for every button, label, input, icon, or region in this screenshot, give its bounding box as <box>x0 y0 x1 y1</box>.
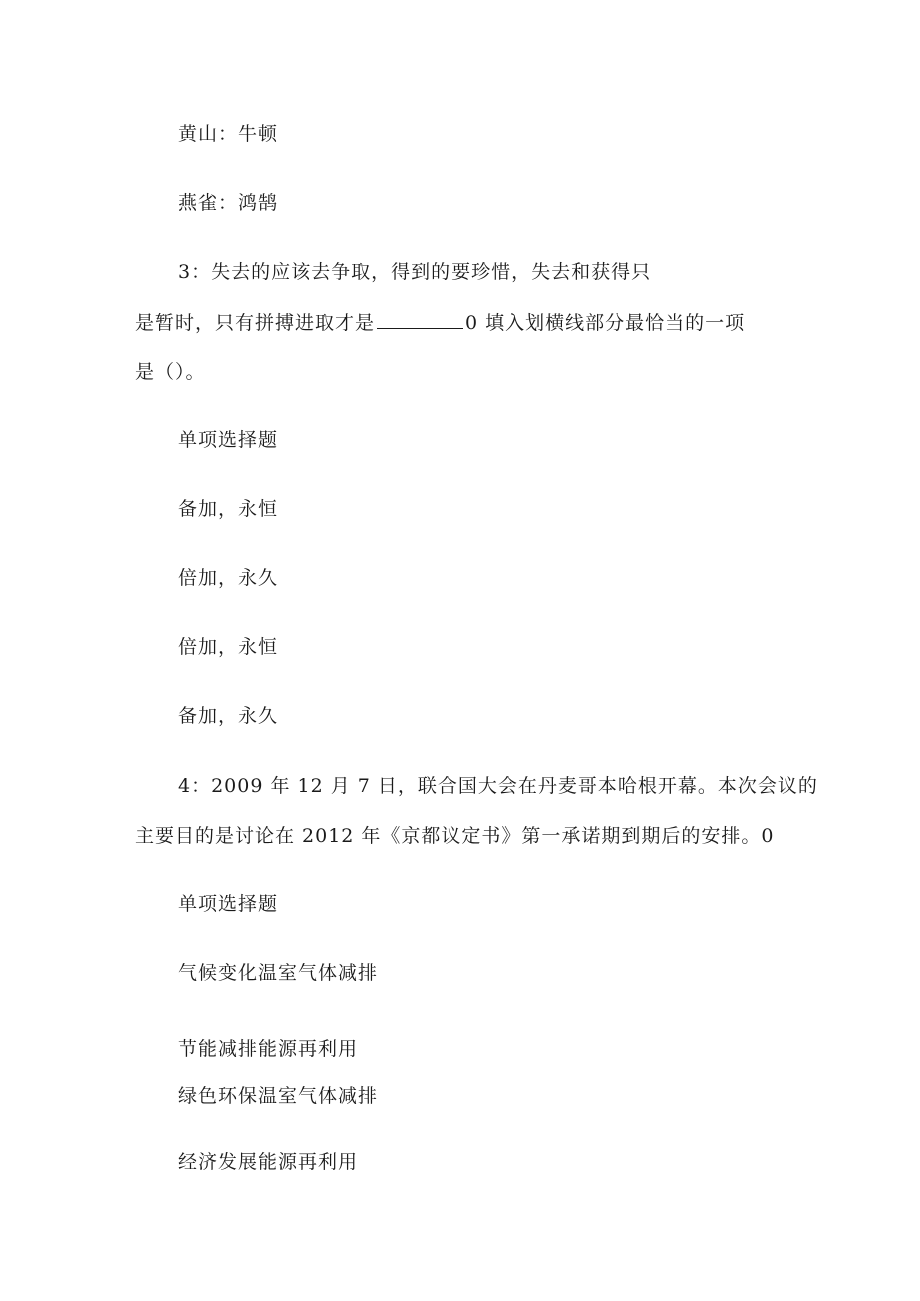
option-text: 倍加，永恒 <box>178 636 279 658</box>
option-text: 气候变化温室气体减排 <box>178 962 379 984</box>
question-3-text-line: 是（）。 <box>135 361 206 383</box>
question-type-label: 单项选择题 <box>178 429 279 451</box>
option-text: 倍加，永久 <box>178 567 279 589</box>
question-3-text-before-blank: 是暂时，只有拼搏进取才是 <box>135 312 376 334</box>
option-text: 备加，永久 <box>178 705 279 727</box>
question-4-text-line: 4：2009 年 12 月 7 日，联合国大会在丹麦哥本哈根开幕。本次会议的 <box>178 775 818 797</box>
option-text: 经济发展能源再利用 <box>178 1151 359 1173</box>
option-text: 燕雀：鸿鹄 <box>178 192 279 214</box>
option-text: 备加，永恒 <box>178 498 279 520</box>
question-3-text-line <box>135 310 745 335</box>
question-3-text-after-blank: 0 填入划横线部分最恰当的一项 <box>465 312 746 334</box>
question-3-text-line: 3：失去的应该去争取，得到的要珍惜，失去和获得只 <box>178 261 652 283</box>
question-type-label: 单项选择题 <box>178 893 279 915</box>
option-text: 绿色环保温室气体减排 <box>178 1085 379 1107</box>
option-text: 节能减排能源再利用 <box>178 1038 359 1060</box>
question-4-text-line: 主要目的是讨论在 2012 年《京都议定书》第一承诺期到期后的安排。0 <box>135 825 775 847</box>
option-text: 黄山：牛顿 <box>178 123 279 145</box>
answer-blank <box>377 310 463 329</box>
